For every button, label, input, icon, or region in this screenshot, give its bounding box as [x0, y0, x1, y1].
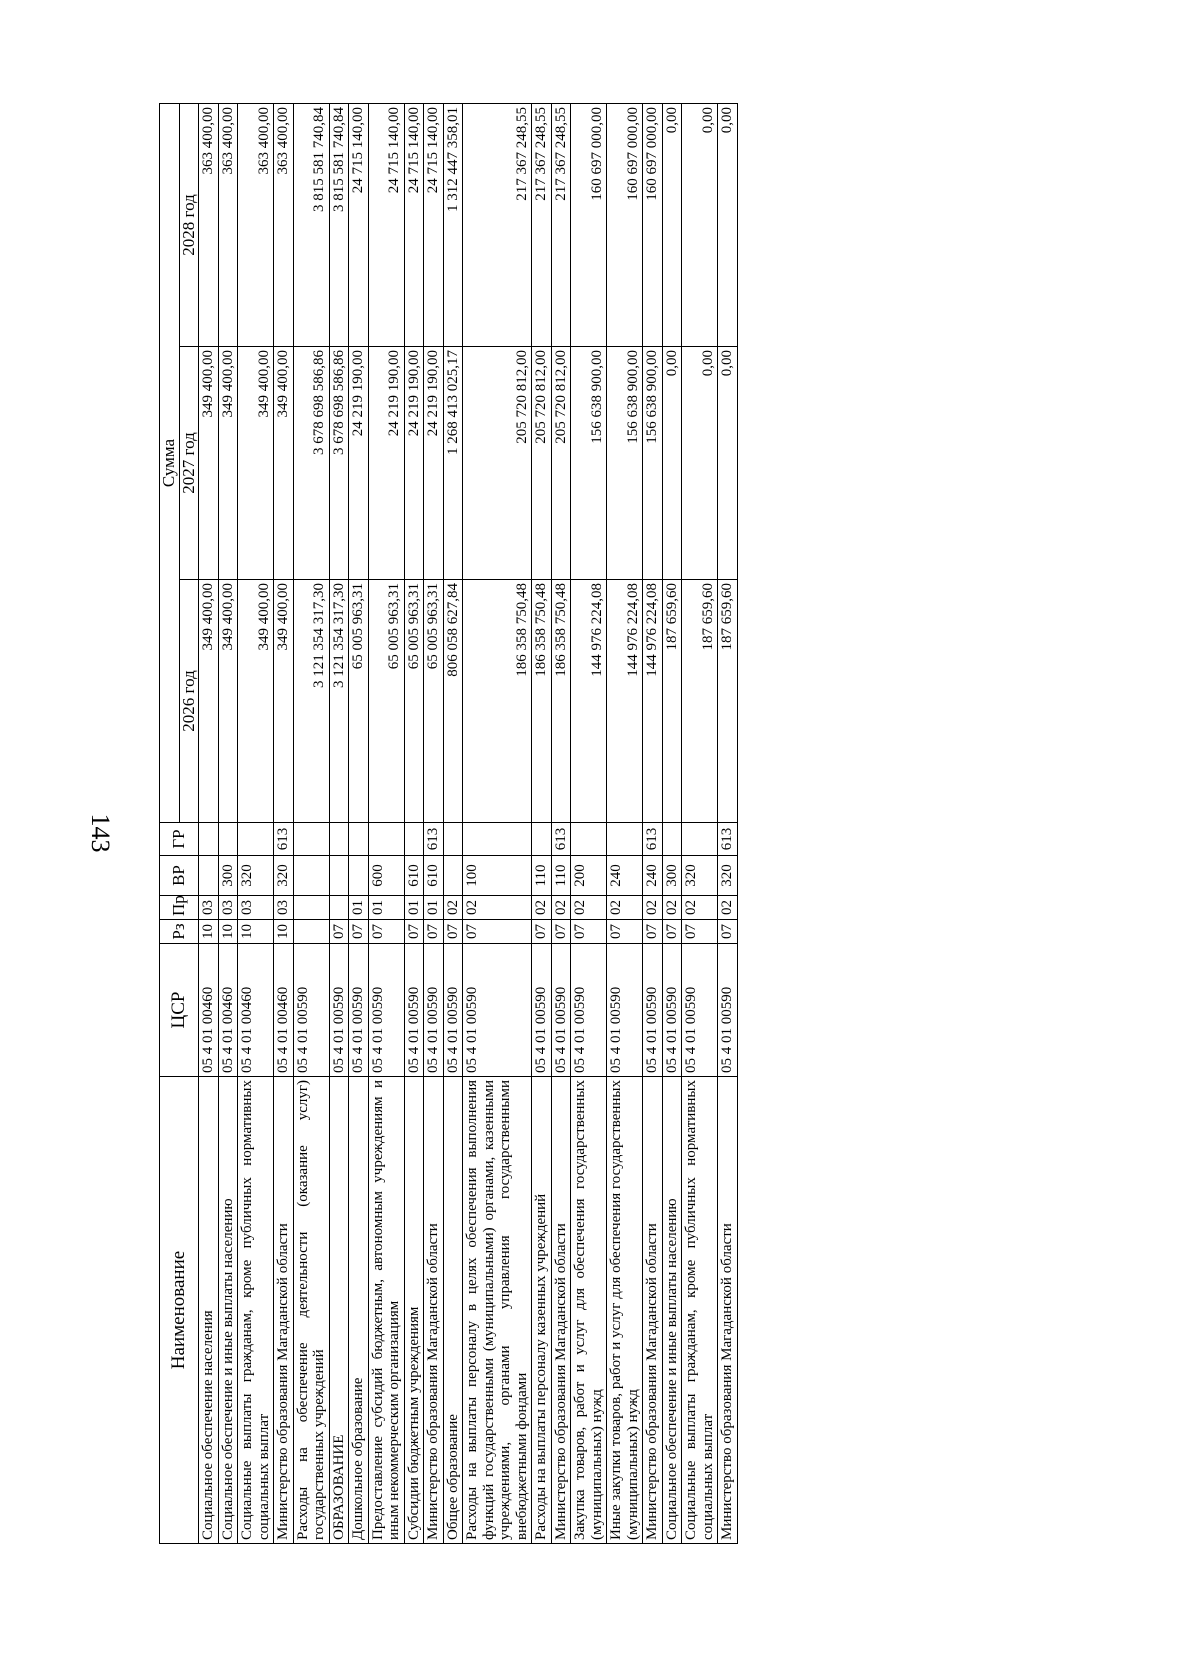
row-csr: 05 4 01 00590: [662, 944, 682, 1077]
row-sum-2028: 363 400,00: [199, 103, 219, 346]
row-vr: 100: [463, 856, 532, 896]
row-name: Министерство образования Магаданской области: [274, 1077, 294, 1544]
row-rz: 10: [218, 920, 238, 944]
table-row: [404, 103, 424, 1543]
row-gr: [368, 823, 404, 856]
table-row: [424, 103, 444, 1543]
row-sum-2026: 144 976 224,08: [571, 580, 607, 823]
row-sum-2026: 65 005 963,31: [349, 580, 369, 823]
row-sum-2026: 65 005 963,31: [368, 580, 404, 823]
header-year-2027: 2027 год: [179, 347, 199, 580]
row-sum-2026: 186 358 750,48: [532, 580, 552, 823]
row-sum-2026: 186 358 750,48: [463, 580, 532, 823]
header-row-1: [160, 103, 180, 1543]
row-pr: 02: [463, 896, 532, 920]
row-csr: 05 4 01 00590: [718, 944, 738, 1077]
row-rz: 07: [329, 920, 349, 944]
row-sum-2028: 217 367 248,55: [551, 103, 571, 346]
row-gr: [293, 823, 329, 856]
table-row: [682, 103, 718, 1543]
row-gr: 613: [424, 823, 444, 856]
header-name: Наименование: [160, 1077, 199, 1544]
row-name: ОБРАЗОВАНИЕ: [329, 1077, 349, 1544]
row-sum-2027: 349 400,00: [274, 347, 294, 580]
row-rz: 07: [368, 920, 404, 944]
row-sum-2027: 156 638 900,00: [643, 347, 663, 580]
row-gr: [662, 823, 682, 856]
row-gr: [443, 823, 463, 856]
row-sum-2026: 65 005 963,31: [424, 580, 444, 823]
row-pr: 02: [551, 896, 571, 920]
row-gr: [571, 823, 607, 856]
row-pr: 03: [218, 896, 238, 920]
row-pr: 03: [238, 896, 274, 920]
row-rz: 07: [463, 920, 532, 944]
table-row: [607, 103, 643, 1543]
row-pr: 01: [368, 896, 404, 920]
row-rz: 07: [424, 920, 444, 944]
row-vr: 600: [368, 856, 404, 896]
row-vr: [329, 856, 349, 896]
row-gr: [349, 823, 369, 856]
row-sum-2026: 3 121 354 317,30: [329, 580, 349, 823]
row-sum-2028: 160 697 000,00: [607, 103, 643, 346]
row-pr: [329, 896, 349, 920]
row-sum-2026: 3 121 354 317,30: [293, 580, 329, 823]
table-row: [551, 103, 571, 1543]
row-vr: 240: [607, 856, 643, 896]
row-rz: 07: [571, 920, 607, 944]
row-vr: 300: [662, 856, 682, 896]
row-pr: 02: [643, 896, 663, 920]
row-rz: 10: [274, 920, 294, 944]
row-rz: 07: [404, 920, 424, 944]
row-sum-2027: 205 720 812,00: [532, 347, 552, 580]
row-vr: 110: [532, 856, 552, 896]
row-sum-2026: 65 005 963,31: [404, 580, 424, 823]
row-name: Закупка товаров, работ и услуг для обеспечения государственных (муниципальных) нужд: [571, 1077, 607, 1544]
row-gr: [329, 823, 349, 856]
table-row: [329, 103, 349, 1543]
row-pr: 03: [274, 896, 294, 920]
row-vr: 110: [551, 856, 571, 896]
row-pr: [293, 896, 329, 920]
row-vr: 300: [218, 856, 238, 896]
row-name: Социальные выплаты гражданам, кроме публичных нормативных социальных выплат: [682, 1077, 718, 1544]
row-sum-2027: 156 638 900,00: [607, 347, 643, 580]
row-csr: 05 4 01 00590: [329, 944, 349, 1077]
row-sum-2027: 205 720 812,00: [463, 347, 532, 580]
row-pr: 02: [443, 896, 463, 920]
table-row: [293, 103, 329, 1543]
row-sum-2026: 187 659,60: [682, 580, 718, 823]
row-name: Субсидии бюджетным учреждениям: [404, 1077, 424, 1544]
row-sum-2028: 160 697 000,00: [571, 103, 607, 346]
row-name: Расходы на выплаты персоналу казенных учреждений: [532, 1077, 552, 1544]
header-pr: Пр: [160, 896, 199, 920]
row-csr: 05 4 01 00590: [368, 944, 404, 1077]
row-csr: 05 4 01 00460: [238, 944, 274, 1077]
row-gr: 613: [718, 823, 738, 856]
row-rz: 10: [238, 920, 274, 944]
row-csr: 05 4 01 00590: [463, 944, 532, 1077]
table-row: [199, 103, 219, 1543]
table-row: [238, 103, 274, 1543]
row-vr: [199, 856, 219, 896]
table-row: [368, 103, 404, 1543]
row-csr: 05 4 01 00460: [218, 944, 238, 1077]
row-pr: 02: [662, 896, 682, 920]
row-csr: 05 4 01 00590: [349, 944, 369, 1077]
table-row: [463, 103, 532, 1543]
row-sum-2027: 1 268 413 025,17: [443, 347, 463, 580]
row-sum-2028: 363 400,00: [238, 103, 274, 346]
header-vr: ВР: [160, 856, 199, 896]
row-sum-2026: 187 659,60: [718, 580, 738, 823]
row-sum-2027: 3 678 698 586,86: [293, 347, 329, 580]
table-row: [571, 103, 607, 1543]
row-name: Министерство образования Магаданской области: [643, 1077, 663, 1544]
row-name: Министерство образования Магаданской области: [424, 1077, 444, 1544]
row-pr: 02: [607, 896, 643, 920]
row-sum-2027: 3 678 698 586,86: [329, 347, 349, 580]
row-name: Иные закупки товаров, работ и услуг для обеспечения государственных (муниципальных) нужд: [607, 1077, 643, 1544]
row-gr: [218, 823, 238, 856]
row-rz: 07: [349, 920, 369, 944]
row-sum-2028: 0,00: [718, 103, 738, 346]
row-sum-2027: 205 720 812,00: [551, 347, 571, 580]
row-sum-2027: 349 400,00: [218, 347, 238, 580]
row-pr: 02: [682, 896, 718, 920]
row-sum-2027: 24 219 190,00: [368, 347, 404, 580]
row-name: Общее образование: [443, 1077, 463, 1544]
row-gr: [238, 823, 274, 856]
row-rz: 10: [199, 920, 219, 944]
header-gr: ГР: [160, 823, 199, 856]
row-gr: [463, 823, 532, 856]
row-vr: 320: [682, 856, 718, 896]
table-row: [718, 103, 738, 1543]
row-sum-2026: 349 400,00: [199, 580, 219, 823]
row-name: Расходы на обеспечение деятельности (оказание услуг) государственных учреждений: [293, 1077, 329, 1544]
row-sum-2027: 24 219 190,00: [349, 347, 369, 580]
row-rz: 07: [532, 920, 552, 944]
budget-table: [159, 103, 738, 1544]
row-sum-2028: 24 715 140,00: [404, 103, 424, 346]
row-sum-2028: 1 312 447 358,01: [443, 103, 463, 346]
row-sum-2028: 363 400,00: [218, 103, 238, 346]
row-vr: 320: [238, 856, 274, 896]
table-row: [443, 103, 463, 1543]
row-vr: [349, 856, 369, 896]
row-vr: 200: [571, 856, 607, 896]
row-sum-2028: 3 815 581 740,84: [329, 103, 349, 346]
table-row: [643, 103, 663, 1543]
row-vr: [443, 856, 463, 896]
row-vr: 610: [424, 856, 444, 896]
row-gr: [199, 823, 219, 856]
row-sum-2028: 160 697 000,00: [643, 103, 663, 346]
header-year-2028: 2028 год: [179, 103, 199, 346]
row-csr: 05 4 01 00590: [571, 944, 607, 1077]
row-name: Социальное обеспечение и иные выплаты населению: [218, 1077, 238, 1544]
row-pr: 02: [718, 896, 738, 920]
row-sum-2028: 0,00: [662, 103, 682, 346]
row-sum-2027: 349 400,00: [238, 347, 274, 580]
row-name: Министерство образования Магаданской области: [551, 1077, 571, 1544]
row-csr: 05 4 01 00590: [607, 944, 643, 1077]
row-name: Социальное обеспечение населения: [199, 1077, 219, 1544]
row-pr: 02: [571, 896, 607, 920]
table-row: [218, 103, 238, 1543]
row-sum-2026: 349 400,00: [274, 580, 294, 823]
row-sum-2027: 24 219 190,00: [404, 347, 424, 580]
row-sum-2026: 806 058 627,84: [443, 580, 463, 823]
table-row: [532, 103, 552, 1543]
table-row: [274, 103, 294, 1543]
header-year-2026: 2026 год: [179, 580, 199, 823]
row-pr: 03: [199, 896, 219, 920]
page-number: 143: [86, 813, 115, 853]
row-name: Министерство образования Магаданской области: [718, 1077, 738, 1544]
row-sum-2027: 0,00: [718, 347, 738, 580]
row-vr: 610: [404, 856, 424, 896]
row-rz: 07: [443, 920, 463, 944]
row-csr: 05 4 01 00590: [293, 944, 329, 1077]
row-name: Социальные выплаты гражданам, кроме публичных нормативных социальных выплат: [238, 1077, 274, 1544]
row-vr: 320: [274, 856, 294, 896]
row-rz: 07: [662, 920, 682, 944]
row-rz: 07: [643, 920, 663, 944]
row-sum-2026: 144 976 224,08: [607, 580, 643, 823]
row-csr: 05 4 01 00590: [424, 944, 444, 1077]
row-rz: 07: [682, 920, 718, 944]
row-sum-2028: 3 815 581 740,84: [293, 103, 329, 346]
row-sum-2027: 156 638 900,00: [571, 347, 607, 580]
row-csr: 05 4 01 00590: [551, 944, 571, 1077]
row-sum-2027: 0,00: [662, 347, 682, 580]
row-csr: 05 4 01 00460: [274, 944, 294, 1077]
row-gr: 613: [643, 823, 663, 856]
row-csr: 05 4 01 00590: [682, 944, 718, 1077]
row-sum-2026: 144 976 224,08: [643, 580, 663, 823]
row-name: Расходы на выплаты персоналу в целях обеспечения выполнения функций государственными (муниципальными) органами, казенными учреждениями, органами управления государственными внебюджетными фондами: [463, 1077, 532, 1544]
row-sum-2028: 0,00: [682, 103, 718, 346]
row-vr: [293, 856, 329, 896]
row-sum-2028: 217 367 248,55: [463, 103, 532, 346]
row-name: Предоставление субсидий бюджетным, автономным учреждениям и иным некоммерческим организациям: [368, 1077, 404, 1544]
row-pr: 02: [532, 896, 552, 920]
row-gr: 613: [274, 823, 294, 856]
row-sum-2027: 349 400,00: [199, 347, 219, 580]
row-sum-2027: 0,00: [682, 347, 718, 580]
row-pr: 01: [424, 896, 444, 920]
header-sum: Сумма: [160, 103, 180, 822]
table-row: [662, 103, 682, 1543]
row-sum-2026: 349 400,00: [218, 580, 238, 823]
row-gr: [607, 823, 643, 856]
row-csr: 05 4 01 00590: [532, 944, 552, 1077]
row-sum-2028: 217 367 248,55: [532, 103, 552, 346]
row-gr: [532, 823, 552, 856]
row-gr: 613: [551, 823, 571, 856]
row-csr: 05 4 01 00590: [443, 944, 463, 1077]
row-sum-2028: 24 715 140,00: [349, 103, 369, 346]
row-csr: 05 4 01 00460: [199, 944, 219, 1077]
row-name: Социальное обеспечение и иные выплаты населению: [662, 1077, 682, 1544]
table-row: [349, 103, 369, 1543]
row-vr: 240: [643, 856, 663, 896]
row-rz: [293, 920, 329, 944]
row-vr: 320: [718, 856, 738, 896]
rotated-page-content: [159, 104, 1019, 1544]
row-pr: 01: [349, 896, 369, 920]
row-rz: 07: [718, 920, 738, 944]
row-sum-2026: 187 659,60: [662, 580, 682, 823]
row-rz: 07: [551, 920, 571, 944]
row-sum-2026: 349 400,00: [238, 580, 274, 823]
row-sum-2027: 24 219 190,00: [424, 347, 444, 580]
row-sum-2028: 363 400,00: [274, 103, 294, 346]
row-sum-2028: 24 715 140,00: [424, 103, 444, 346]
row-csr: 05 4 01 00590: [643, 944, 663, 1077]
row-sum-2026: 186 358 750,48: [551, 580, 571, 823]
row-gr: [404, 823, 424, 856]
row-name: Дошкольное образование: [349, 1077, 369, 1544]
row-sum-2028: 24 715 140,00: [368, 103, 404, 346]
row-pr: 01: [404, 896, 424, 920]
row-rz: 07: [607, 920, 643, 944]
header-csr: ЦСР: [160, 944, 199, 1077]
row-csr: 05 4 01 00590: [404, 944, 424, 1077]
header-rz: Рз: [160, 920, 199, 944]
row-gr: [682, 823, 718, 856]
